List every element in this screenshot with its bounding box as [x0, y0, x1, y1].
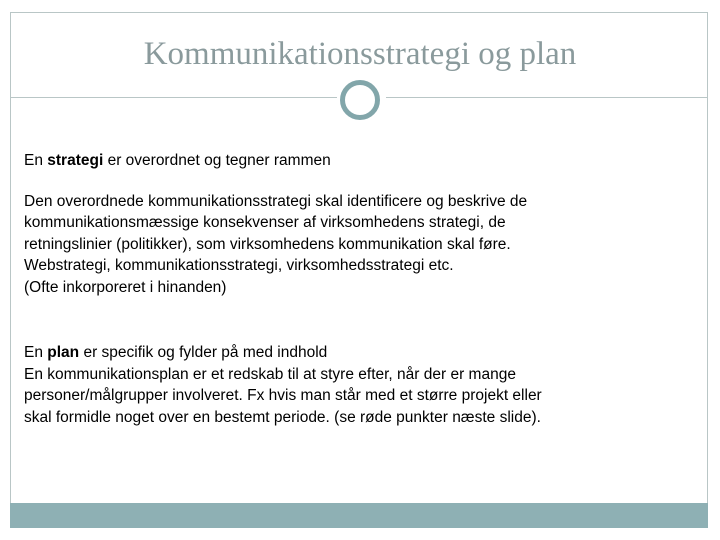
paragraph-spacer: [24, 298, 684, 342]
title-divider-right: [386, 97, 707, 98]
plan-intro-suffix: er specifik og fylder på med indhold: [79, 344, 328, 361]
slide-body: [24, 150, 684, 428]
plan-keyword: plan: [47, 344, 80, 361]
plan-paragraph: [24, 342, 684, 428]
plan-line: En kommunikationsplan er et redskab til at styre efter, når der er mange: [24, 365, 516, 383]
slide-title: Kommunikationsstrategi og plan: [143, 36, 577, 72]
strategy-line: (Ofte inkorporeret i hinanden): [24, 278, 227, 296]
strategy-paragraph: [24, 191, 684, 299]
strategy-line: retningslinier (politikker), som virksomhedens kommunikation skal føre.: [24, 235, 511, 253]
strategy-intro-suffix: er overordnet og tegner rammen: [103, 152, 331, 169]
strategy-line: Den overordnede kommunikationsstrategi skal identificere og beskrive de: [24, 192, 528, 210]
footer-bar: [10, 503, 708, 528]
plan-intro: [24, 342, 684, 364]
strategy-intro-prefix: En: [24, 152, 48, 169]
strategy-keyword: strategi: [47, 152, 104, 169]
plan-line: skal formidle noget over en bestemt periode. (se røde punkter næste slide).: [24, 408, 541, 426]
strategy-intro: [24, 150, 684, 172]
plan-line: personer/målgrupper involveret. Fx hvis man står med et større projekt eller: [24, 387, 542, 404]
plan-intro-prefix: En: [24, 344, 48, 361]
strategy-line: Webstrategi, kommunikationsstrategi, virksomhedsstrategi etc.: [24, 257, 454, 274]
decorative-ring-icon: [340, 80, 380, 120]
title-divider-left: [11, 97, 337, 98]
strategy-line: kommunikationsmæssige konsekvenser af virksomhedens strategi, de: [24, 214, 506, 231]
